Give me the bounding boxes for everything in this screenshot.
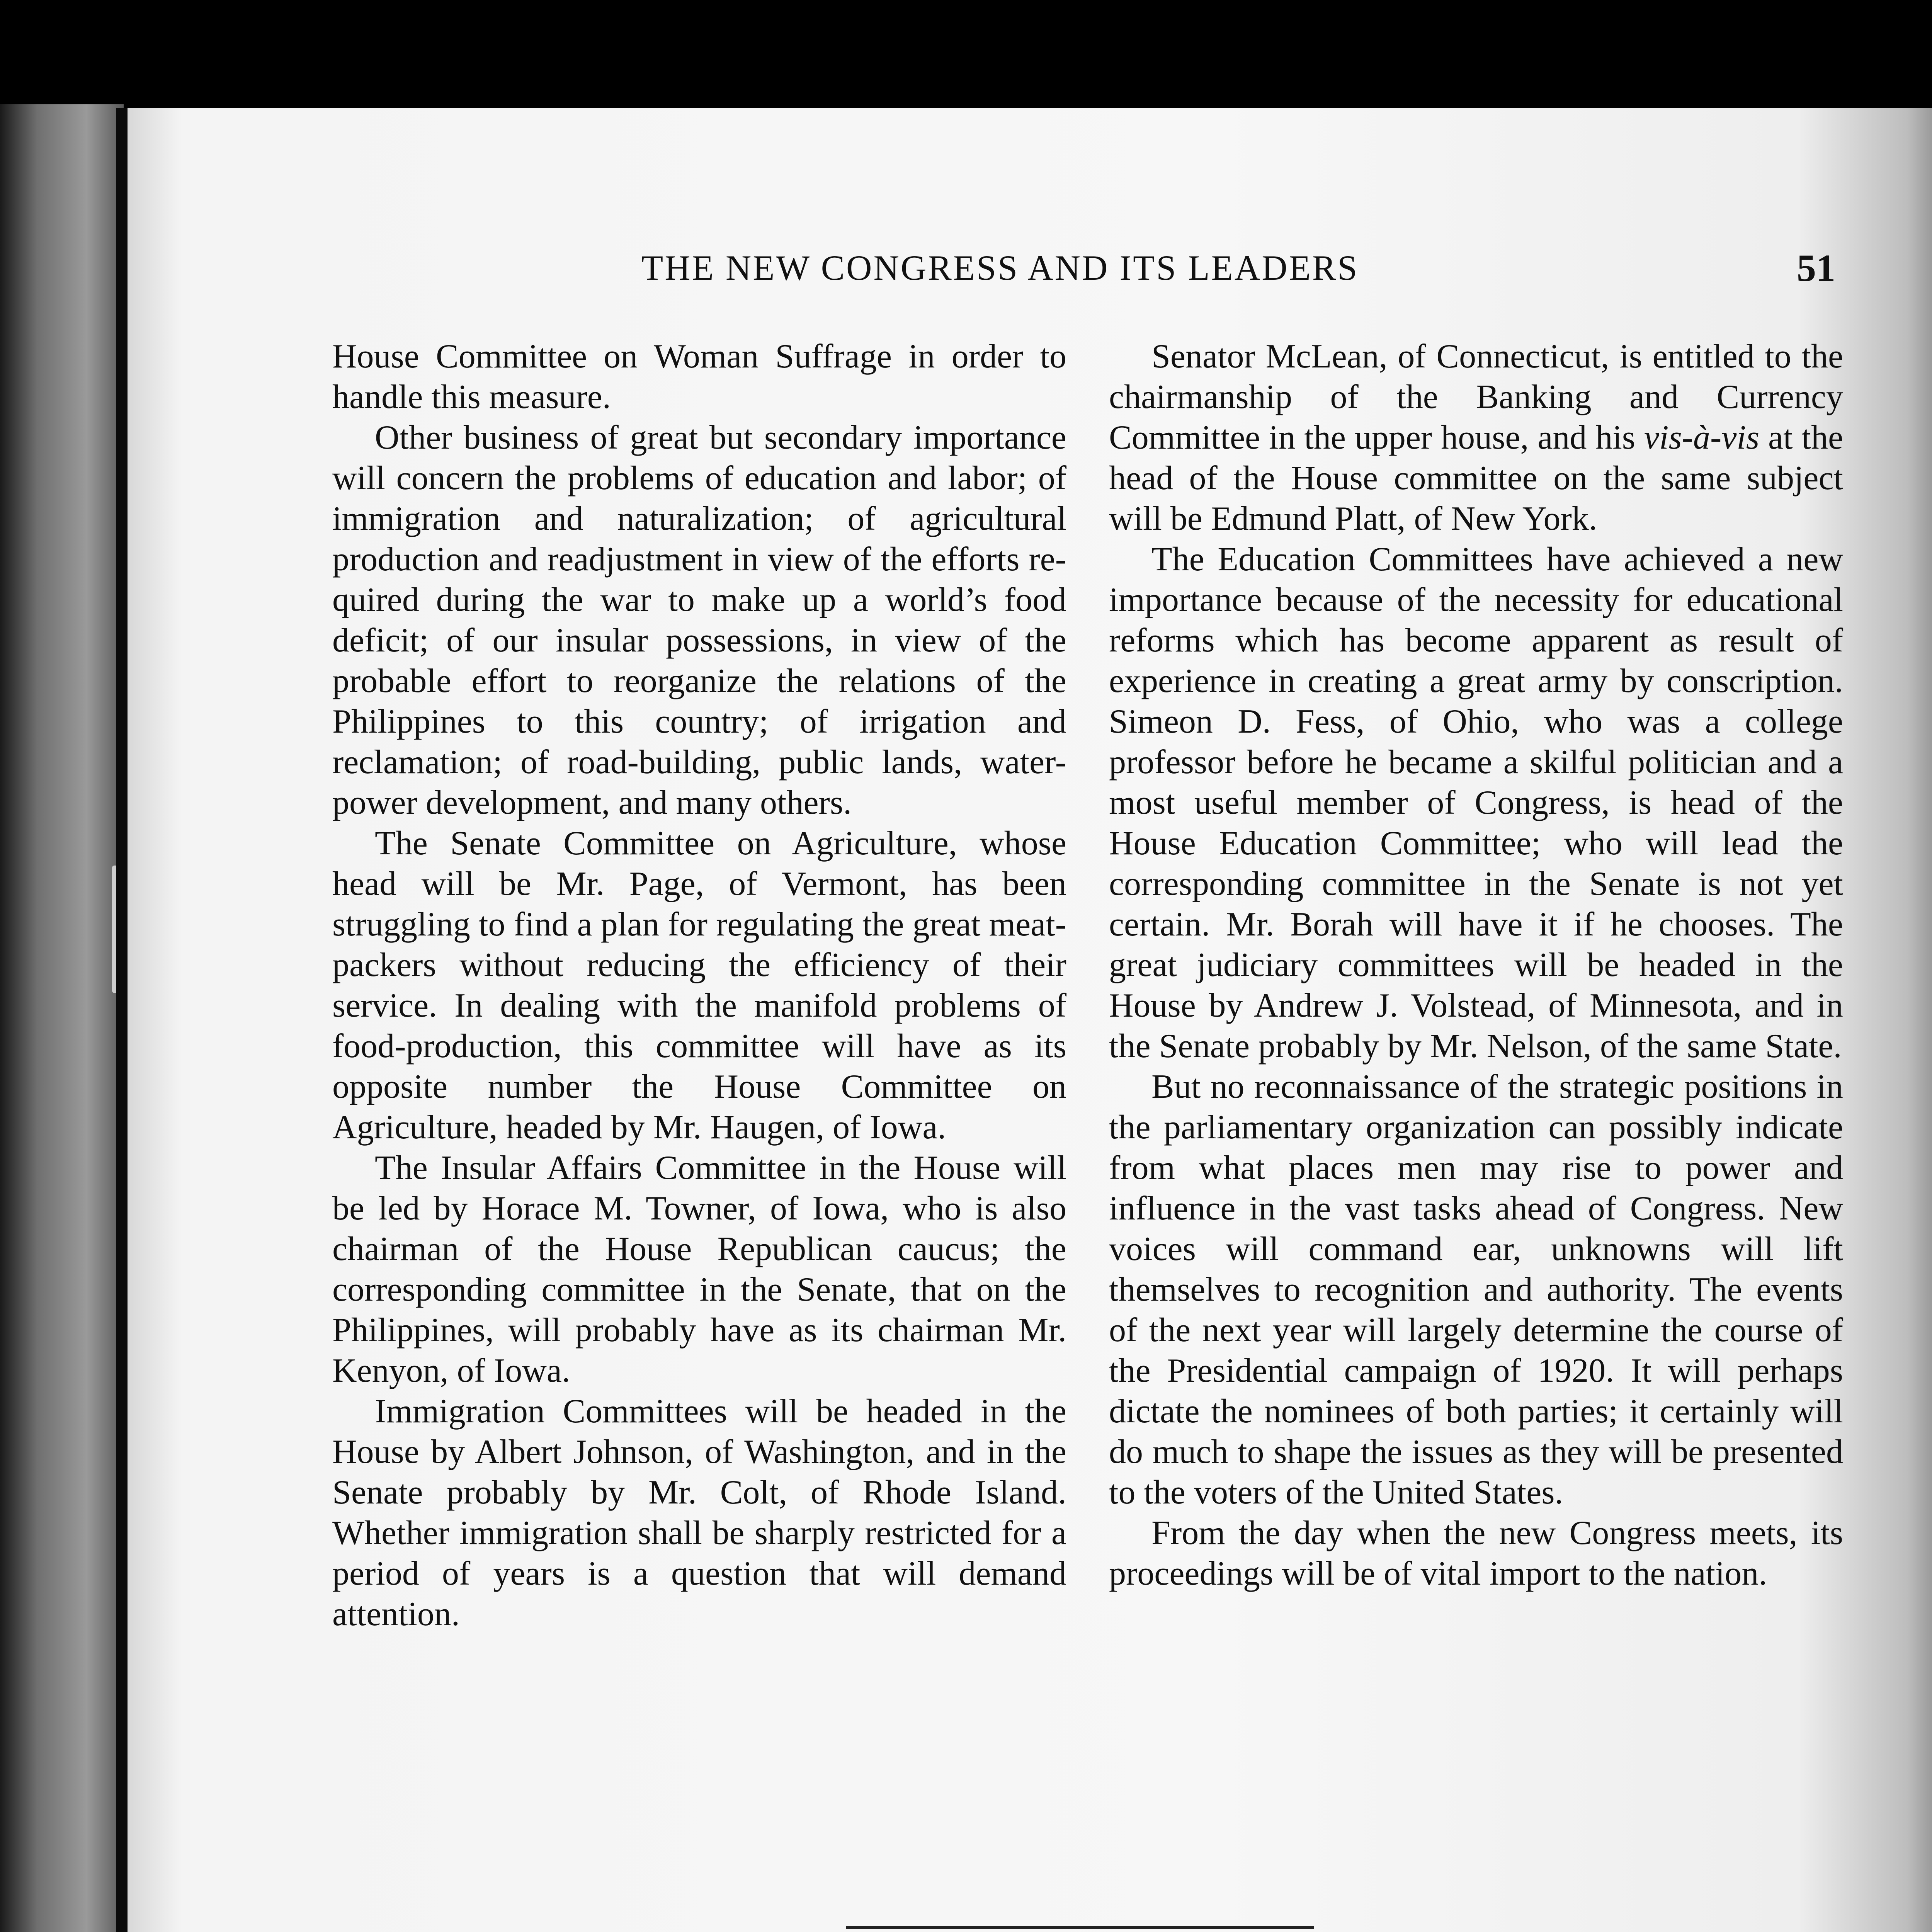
article-left-column bbox=[332, 336, 1066, 1634]
paragraph: Immigration Committees will be headed in the House by Albert Johnson, of Washington, and in the Senate probably by Mr. Colt, of Rhode Island. Whether immigration shall be sharply restricted for a period of years is a question that will demand attention. bbox=[332, 1393, 1066, 1633]
paragraph: But no reconnaissance of the strategic positions in the parliamentary organization can possibly indicate from what places men may rise to power and influence in the vast tasks ahead of Congress. New voices will command ear, unknowns will lift themselves to recognition and authority. The events of the next year will largely determine the course of the Presidential campaign of 1920. It will perhaps dictate the nominees of both parties; it certainly will do much to shape the issues as they will be presented to the voters of the United States. bbox=[1109, 1068, 1843, 1511]
paragraph-text: at the head of the House committee on the same subject will be Edmund Platt, of New York. bbox=[1109, 419, 1844, 537]
page-number: 51 bbox=[1797, 247, 1835, 289]
paragraph bbox=[1109, 336, 1843, 539]
paragraph: The Education Committees have achieved a new importance because of the necessity for educational reforms which has become apparent as result of experience in creating a great army by conscription. Simeon D. Fess, of Ohio, who was a college professor before he became a skilful politician and a most useful member of Congress, is head of the House Education Committee; who will lead the corresponding committee in the Senate is not yet certain. Mr. Borah will have it if he chooses. The great judiciary committees will be headed in the House by Andrew J. Volstead, of Minnesota, and in the Senate probably by Mr. Nelson, of the same State. bbox=[1109, 541, 1843, 1065]
previous-page-edge bbox=[0, 104, 124, 1932]
paragraph: Other business of great but secondary importance will concern the problems of education and labor; of immigration and naturalization; of agricultural production and readjustment in view of the efforts required during the war to make up a world’s food deficit; of our insular possessions, in view of the probable effort to reorganize the relations of the Philippines to this country; of irrigation and reclamation; of road-building, public lands, water-power development, and many others. bbox=[332, 419, 1066, 821]
paragraph: House Committee on Woman Suffrage in order to handle this measure. bbox=[332, 338, 1066, 416]
italic-phrase: vis-à-vis bbox=[1644, 419, 1760, 456]
article-right-column bbox=[1109, 336, 1843, 1594]
paragraph: The Senate Committee on Agriculture, whose head will be Mr. Page, of Vermont, has been struggling to find a plan for regulating the great meat-packers without reducing the efficiency of their service. In dealing with the manifold problems of food-production, this committee will have as its opposite number the House Committee on Agriculture, headed by Mr. Haugen, of Iowa. bbox=[332, 825, 1066, 1146]
paragraph: The Insular Affairs Committee in the House will be led by Horace M. Towner, of Iowa, who is also chairman of the House Republican caucus; the corresponding committee in the Senate, that on the Philippines, will probably have as its chairman Mr. Kenyon, of Iowa. bbox=[332, 1149, 1066, 1389]
paragraph: From the day when the new Congress meets, its proceedings will be of vital import to the nation. bbox=[1109, 1514, 1843, 1592]
paragraph-text: Senator McLean, of Connecticut, is entitled to the chairmanship of the Banking and Currency Committee in the upper house, and his bbox=[1109, 338, 1843, 456]
running-head: THE NEW CONGRESS AND ITS LEADERS bbox=[641, 248, 1359, 287]
section-divider bbox=[846, 1926, 1314, 1929]
